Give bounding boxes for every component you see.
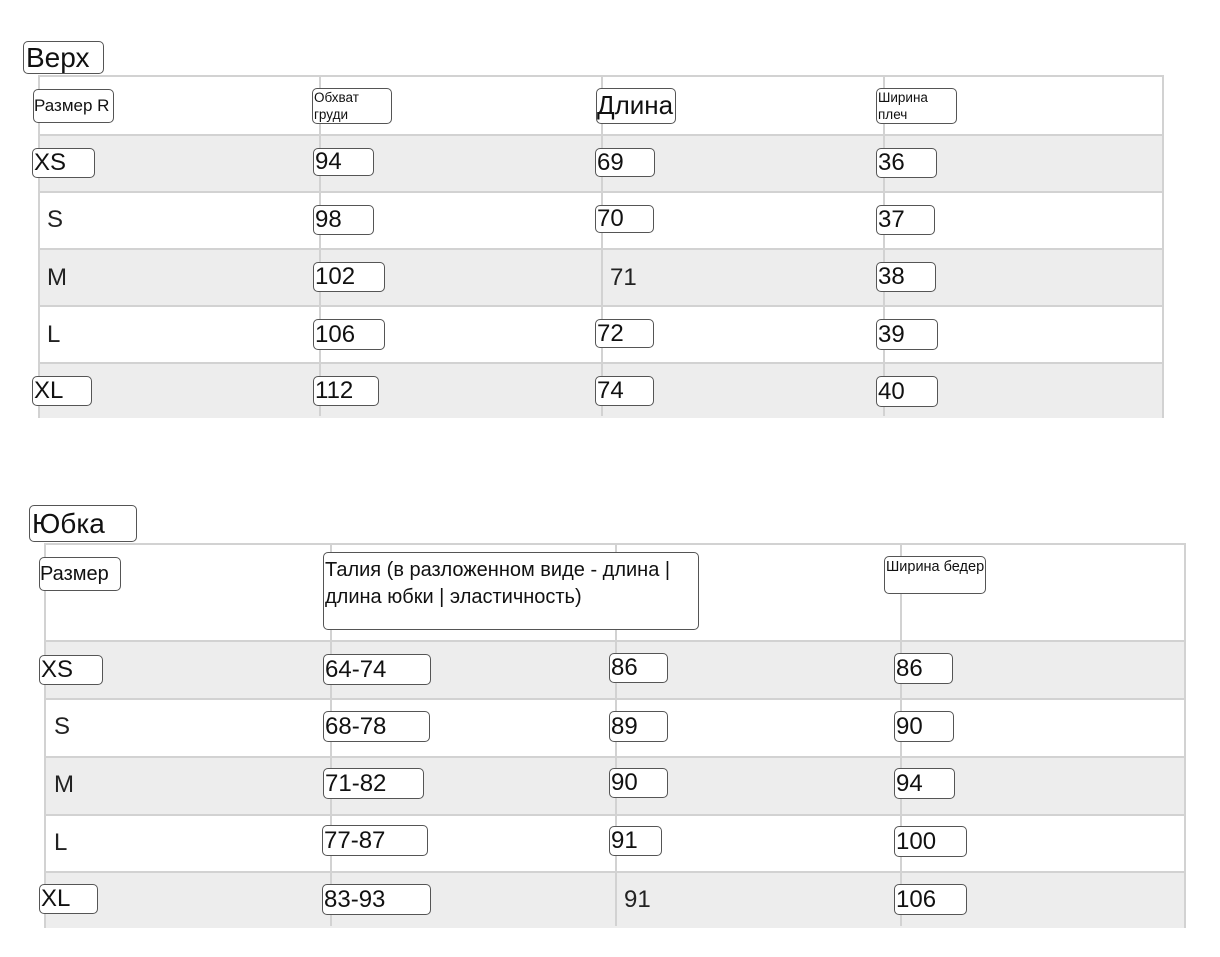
hip-cell: 106	[894, 884, 967, 915]
hip-cell: 94	[894, 768, 955, 799]
shoulder-cell: 38	[876, 262, 936, 292]
header-size: Размер	[39, 557, 121, 591]
column-divider	[883, 77, 885, 416]
header-length: Длина	[596, 88, 676, 124]
header-size: Размер R	[33, 89, 114, 123]
waist-cell: 71-82	[323, 768, 424, 799]
length-cell: 72	[595, 319, 654, 348]
header-shoulder-width: Ширина плеч	[876, 88, 957, 124]
header-hip-width: Ширина бедер	[884, 556, 986, 594]
shoulder-cell: 37	[876, 205, 935, 235]
shoulder-cell: 36	[876, 148, 937, 178]
column-divider	[319, 77, 321, 416]
length-cell: 91	[609, 826, 662, 856]
size-cell: S	[47, 206, 64, 233]
size-cell: XS	[32, 148, 95, 178]
top-size-table	[38, 75, 1164, 418]
size-cell: M	[54, 771, 74, 798]
chest-cell: 94	[313, 148, 374, 176]
chest-cell: 112	[313, 376, 379, 406]
length-cell: 86	[609, 653, 668, 683]
shoulder-cell: 39	[876, 319, 938, 350]
hip-cell: 90	[894, 711, 954, 742]
size-cell: L	[54, 829, 68, 856]
column-divider	[601, 77, 603, 416]
length-cell: 89	[609, 711, 668, 742]
waist-cell: 83-93	[322, 884, 431, 915]
length-cell: 91	[624, 886, 651, 913]
waist-cell: 64-74	[323, 654, 431, 685]
chest-cell: 106	[313, 319, 385, 350]
hip-cell: 100	[894, 826, 967, 857]
waist-cell: 68-78	[323, 711, 430, 742]
size-cell: S	[54, 713, 71, 740]
size-cell: M	[47, 264, 67, 291]
shoulder-cell: 40	[876, 376, 938, 407]
waist-cell: 77-87	[322, 825, 428, 856]
header-waist: Талия (в разложенном виде - длина | длина юбки | эластичность)	[323, 552, 699, 630]
chest-cell: 102	[313, 262, 385, 292]
length-cell: 69	[595, 148, 655, 177]
hip-cell: 86	[894, 653, 953, 684]
size-cell: L	[47, 321, 61, 348]
size-cell: XL	[32, 376, 92, 406]
skirt-section-title: Юбка	[29, 505, 137, 542]
header-chest-girth: Обхват груди	[312, 88, 392, 124]
size-cell: XS	[39, 655, 103, 685]
size-cell: XL	[39, 884, 98, 914]
length-cell: 74	[595, 376, 654, 406]
length-cell: 70	[595, 205, 654, 233]
top-section-title: Верх	[23, 41, 104, 74]
length-cell: 90	[609, 768, 668, 798]
chest-cell: 98	[313, 205, 374, 235]
length-cell: 71	[610, 264, 637, 291]
